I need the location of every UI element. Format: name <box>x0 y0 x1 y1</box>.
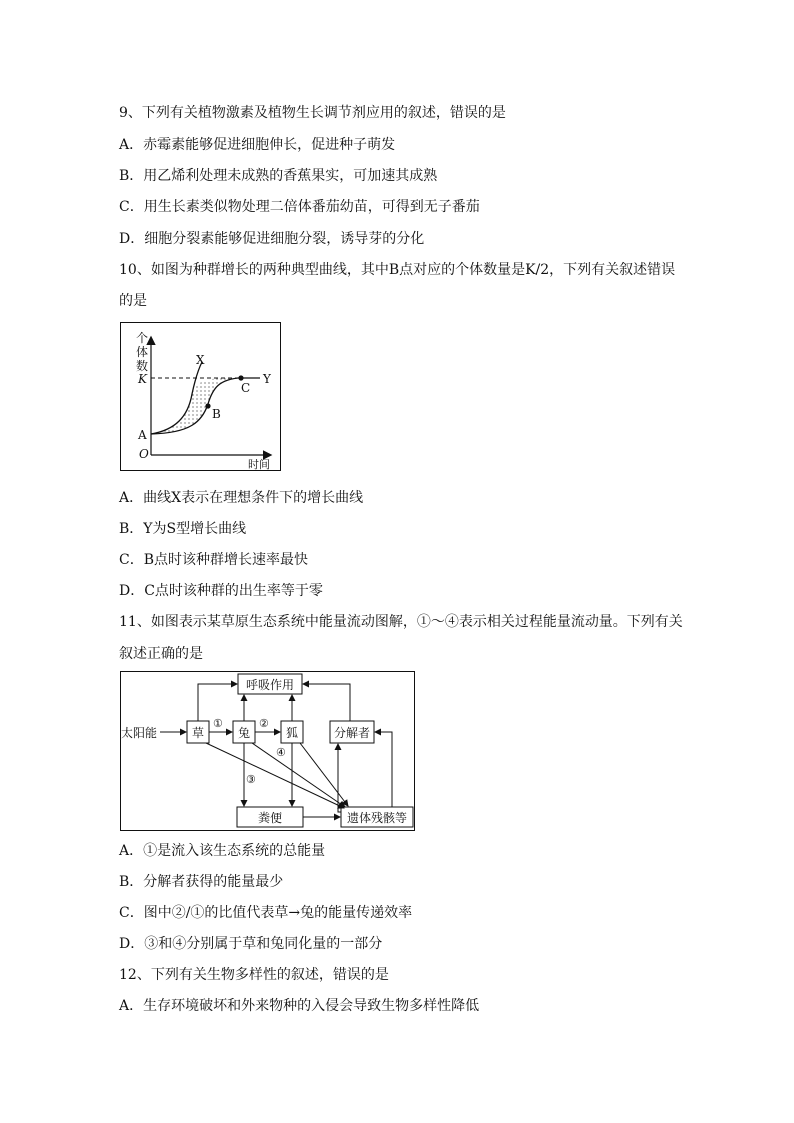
flow-4-label: ④ <box>276 746 286 759</box>
feces-label: 粪便 <box>257 811 283 825</box>
q10-option-d: D．C点时该种群的出生率等于零 <box>119 583 323 599</box>
y-axis-label-3: 数 <box>136 359 149 373</box>
y-axis-label-1: 个 <box>136 331 149 345</box>
q10-option-a: A．曲线X表示在理想条件下的增长曲线 <box>119 490 364 506</box>
q9-option-d: D．细胞分裂素能够促进细胞分裂，诱导芽的分化 <box>119 231 425 247</box>
point-a-label: A <box>138 428 147 442</box>
x-axis-label: 时间 <box>248 458 270 471</box>
population-growth-figure <box>120 322 282 476</box>
q10-option-b: B．Y为S型增长曲线 <box>119 521 247 537</box>
q11-option-c: C．图中②/①的比值代表草→兔的能量传递效率 <box>119 905 413 921</box>
rabbit-label: 兔 <box>237 726 251 740</box>
fox-label: 狐 <box>285 726 299 740</box>
q12-stem: 12、下列有关生物多样性的叙述，错误的是 <box>119 967 389 983</box>
q9-option-c: C．用生长素类似物处理二倍体番茄幼苗，可得到无子番茄 <box>119 199 480 215</box>
q11-stem-line1: 11、如图表示某草原生态系统中能量流动图解，①～④表示相关过程能量流动量。下列有关 <box>119 614 683 630</box>
flow-1-label: ① <box>213 717 223 730</box>
y-axis-label-2: 体 <box>136 345 149 359</box>
q10-stem-line2: 的是 <box>119 293 147 309</box>
q12-option-a: A．生存环境破坏和外来物种的入侵会导致生物多样性降低 <box>119 998 480 1014</box>
q9-option-b: B．用乙烯利处理未成熟的香蕉果实，可加速其成熟 <box>119 168 438 184</box>
q11-stem-line2: 叙述正确的是 <box>119 646 203 662</box>
point-b-dot <box>205 403 210 408</box>
k-label: K <box>138 372 147 386</box>
flow-2-label: ② <box>259 717 269 730</box>
energy-flow-diagram <box>120 671 416 832</box>
q9-stem: 9、下列有关植物激素及植物生长调节剂应用的叙述，错误的是 <box>119 105 506 121</box>
population-growth-chart <box>120 322 282 472</box>
flow-3-label: ③ <box>246 773 256 786</box>
curve-x-label: X <box>196 353 205 367</box>
grass-label: 草 <box>191 726 205 740</box>
energy-flow-figure <box>120 671 416 836</box>
origin-label: O <box>139 447 149 461</box>
curve-y-label: Y <box>263 372 271 386</box>
q10-option-c: C．B点时该种群增长速率最快 <box>119 552 308 568</box>
decomposer-label: 分解者 <box>333 726 371 740</box>
q9-option-a: A．赤霉素能够促进细胞伸长，促进种子萌发 <box>119 137 396 153</box>
q10-stem-line1: 10、如图为种群增长的两种典型曲线，其中B点对应的个体数量是K/2，下列有关叙述错误 <box>119 262 676 278</box>
point-b-label: B <box>212 407 221 421</box>
q11-option-b: B．分解者获得的能量最少 <box>119 874 284 890</box>
respiration-label: 呼吸作用 <box>245 678 295 692</box>
q11-option-d: D．③和④分别属于草和兔同化量的一部分 <box>119 936 383 952</box>
point-c-label: C <box>241 381 251 395</box>
remains-label: 遗体残骸等 <box>346 811 408 825</box>
point-c-dot <box>238 375 243 380</box>
sun-energy-label: 太阳能 <box>121 726 158 740</box>
q11-option-a: A．①是流入该生态系统的总能量 <box>119 843 326 859</box>
